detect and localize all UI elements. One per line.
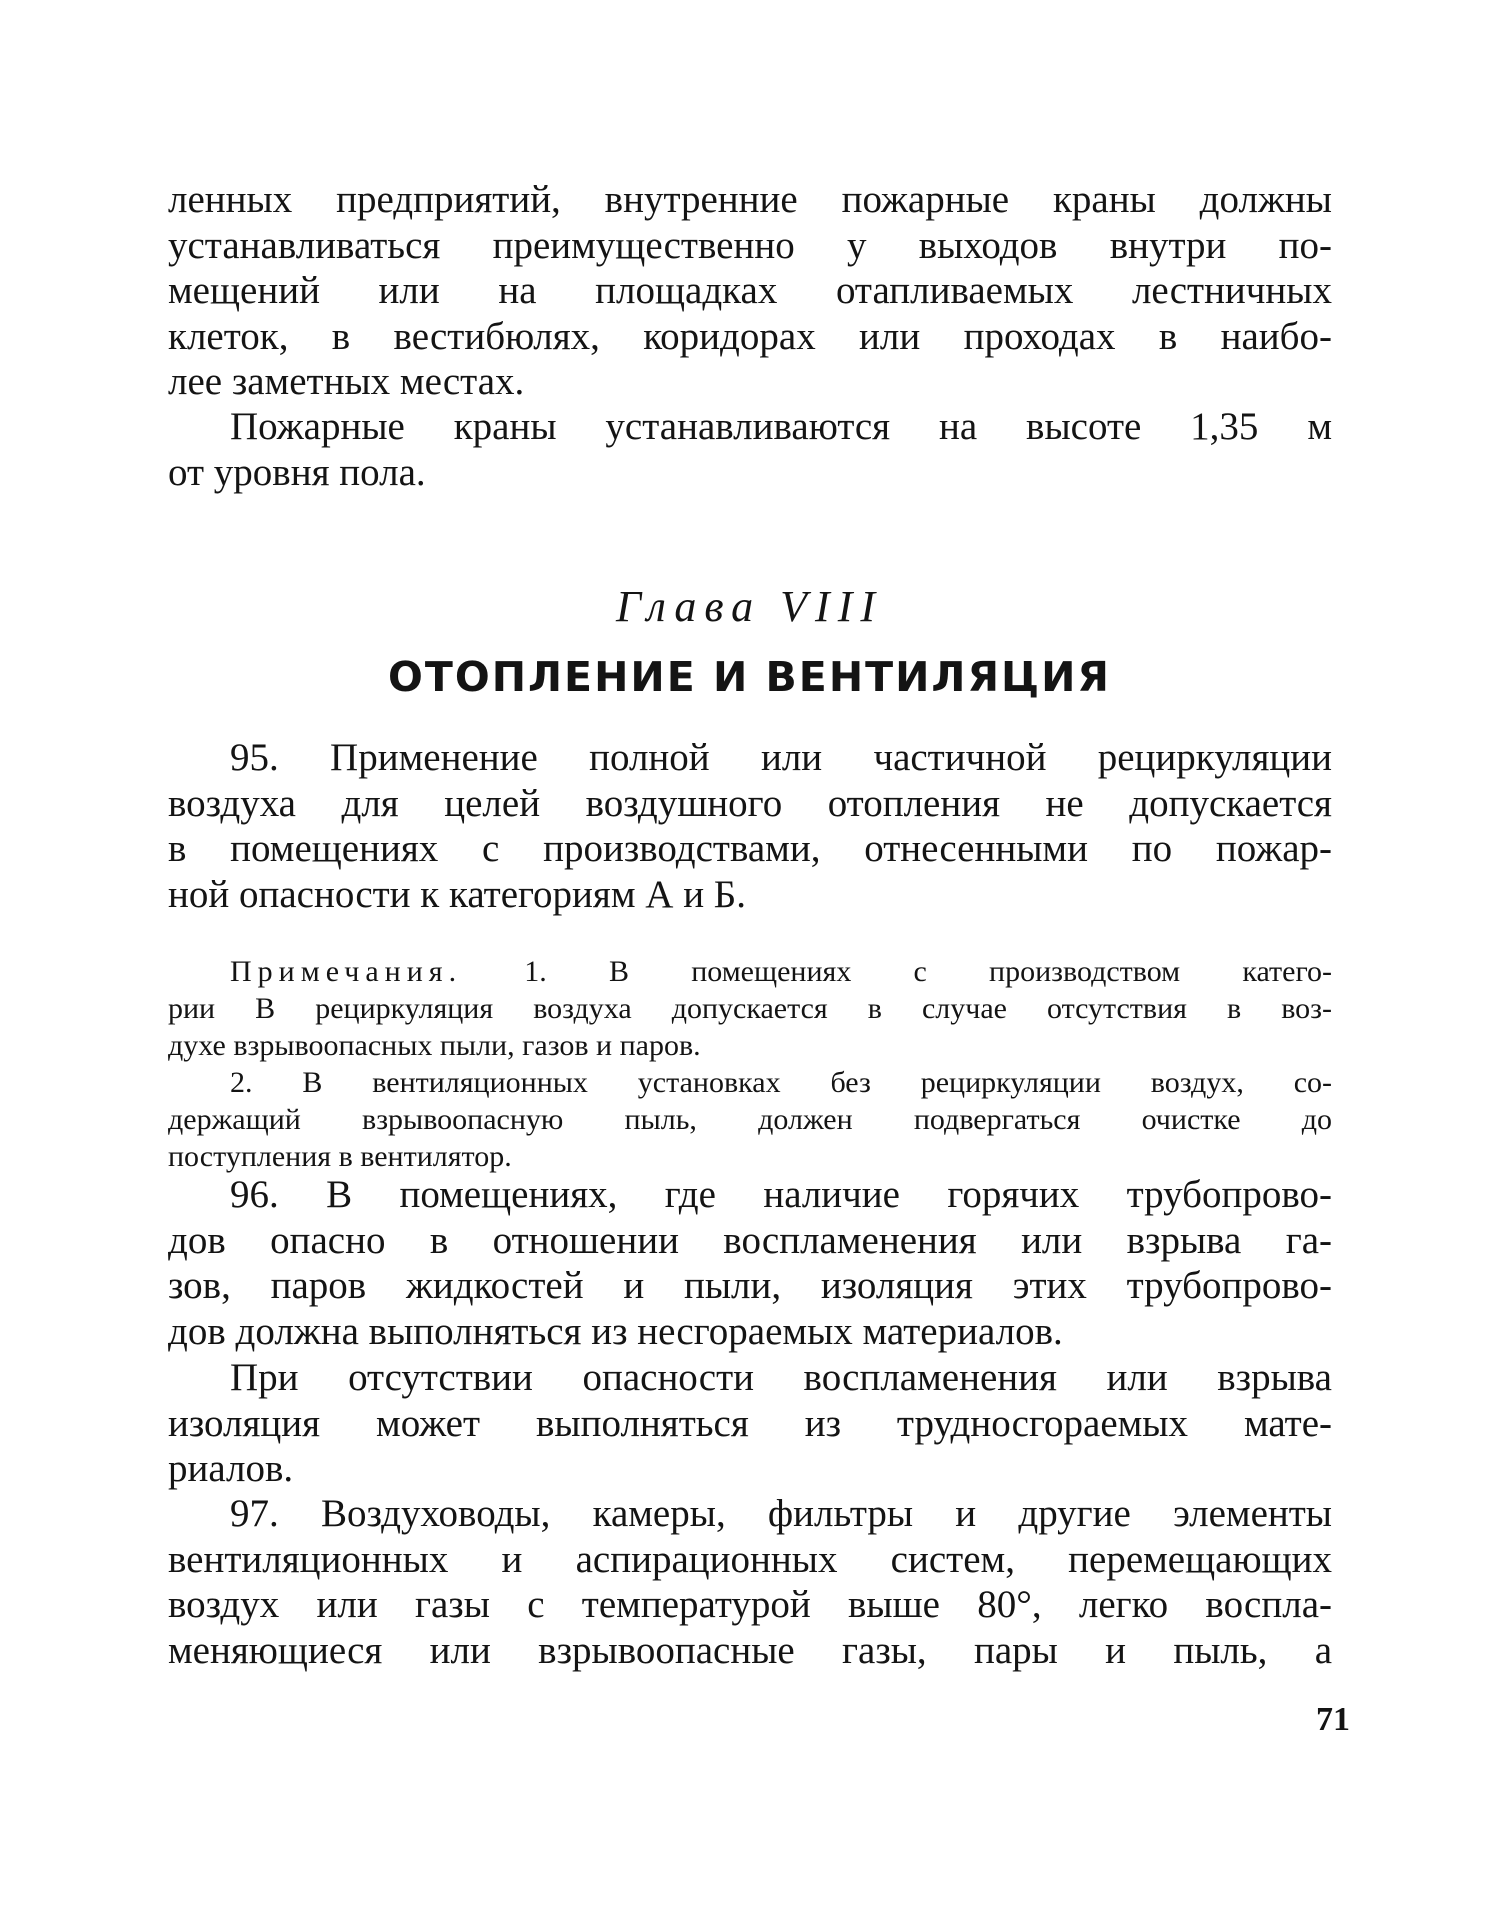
note-text: 1. В помещениях с производством катего-	[524, 955, 1332, 988]
text-line: воздух или газы с температурой выше 80°, легко воспла-	[168, 1583, 1332, 1626]
text-line: зов, паров жидкостей и пыли, изоляция этих трубопрово-	[168, 1264, 1332, 1307]
item-96-second-paragraph	[168, 1355, 1332, 1492]
item-97-paragraph	[168, 1491, 1332, 1673]
text-line: воздуха для целей воздушного отопления не допускается	[168, 781, 1332, 825]
text-line: 97. Воздуховоды, камеры, фильтры и другие элементы	[230, 1492, 1332, 1535]
notes-label: Примечания.	[230, 955, 463, 988]
text-line: 96. В помещениях, где наличие горячих трубопрово-	[230, 1173, 1332, 1216]
text-line: лее заметных местах.	[168, 360, 525, 403]
text-line: дов должна выполняться из несгораемых материалов.	[168, 1309, 1063, 1353]
note-line: держащий взрывоопасную пыль, должен подвергаться очистке до	[168, 1103, 1332, 1136]
note-line	[168, 953, 1332, 990]
note-line: духе взрывоопасных пыли, газов и паров.	[168, 1029, 701, 1062]
hydrant-height-paragraph	[168, 404, 1332, 495]
note-line: рии В рециркуляция воздуха допускается в случае отсутствия в воз-	[168, 992, 1332, 1025]
text-line: ной опасности к категориям А и Б.	[168, 872, 746, 916]
text-line: мещений или на площадках отапливаемых лестничных	[168, 269, 1332, 312]
chapter-label: Глава VIII	[615, 582, 884, 631]
notes-block	[168, 953, 1332, 1175]
text-line: от уровня пола.	[168, 450, 426, 494]
text-line: дов опасно в отношении воспламенения или взрыва га-	[168, 1218, 1332, 1262]
chapter-title: ОТОПЛЕНИЕ И ВЕНТИЛЯЦИЯ	[388, 653, 1111, 701]
text-line: в помещениях с производствами, отнесенными по пожар-	[168, 827, 1332, 870]
text-line: Пожарные краны устанавливаются на высоте 1,35 м	[230, 405, 1332, 448]
text-line: устанавливаться преимущественно у выходов внутри по-	[168, 223, 1332, 267]
text-line: При отсутствии опасности воспламенения или взрыва	[230, 1356, 1332, 1399]
text-line: клеток, в вестибюлях, коридорах или проходах в наибо-	[168, 314, 1332, 358]
intro-paragraph	[168, 177, 1332, 405]
item-96-paragraph	[168, 1172, 1332, 1354]
text-line: вентиляционных и аспирационных систем, перемещающих	[168, 1537, 1332, 1581]
note-line: 2. В вентиляционных установках без рециркуляции воздух, со-	[230, 1066, 1332, 1099]
text-line: 95. Применение полной или частичной рециркуляции	[230, 736, 1332, 779]
item-95-paragraph	[168, 735, 1332, 917]
text-line: ленных предприятий, внутренние пожарные краны должны	[168, 178, 1332, 221]
text-line: меняющиеся или взрывоопасные газы, пары и пыль, а	[168, 1628, 1332, 1672]
page-number: 71	[1316, 1701, 1350, 1738]
text-line: риалов.	[168, 1447, 294, 1490]
text-line: изоляция может выполняться из трудносгораемых мате-	[168, 1401, 1332, 1445]
note-line: поступления в вентилятор.	[168, 1140, 512, 1173]
